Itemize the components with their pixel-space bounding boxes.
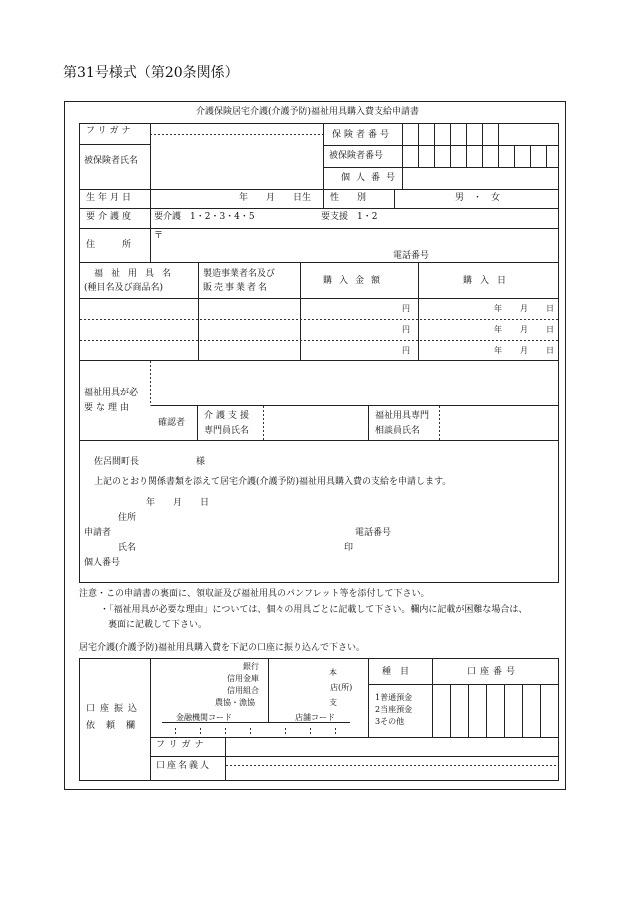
reason-label-2: 要な理由: [84, 403, 133, 413]
bank-type-bank: 銀行: [243, 662, 259, 671]
applicant-address-label: 住所: [118, 513, 137, 523]
seal-mark: 印: [344, 543, 354, 553]
row2-year: 年: [494, 325, 502, 334]
account-kind-3[interactable]: 3その他: [375, 717, 405, 726]
sex-value[interactable]: 男 ・ 女: [455, 193, 501, 203]
transfer-instruction: 居宅介護(介護予防)福祉用具購入費を下記の口座に振り込んで下さい。: [79, 643, 366, 653]
branch-type-hon: 本: [329, 668, 337, 677]
declaration-text: 上記のとおり関係書類を添えて居宅介護(介護予防)福祉用具購入費の支給を申請します。: [94, 477, 452, 487]
account-holder-field[interactable]: [228, 767, 556, 779]
note-3: 裏面に記載して下さい。: [108, 620, 208, 630]
row3-year: 年: [494, 346, 502, 355]
addressee: 佐呂間町長: [94, 457, 140, 467]
care-manager-label-2: 専門員氏名: [204, 426, 250, 436]
care-manager-label-1: 介護支援: [204, 411, 253, 421]
form-title: 介護保険居宅介護(介護予防)福祉用具購入費支給申請書: [196, 107, 420, 117]
note-2: ・「福祉用具が必要な理由」については、個々の用具ごとに記載して下さい。欄内に記載が困難な場合は、: [100, 605, 528, 615]
bank-type-kumiai: 信用組合: [227, 686, 259, 695]
insured-number-label: 被保険者番号: [329, 151, 384, 161]
account-kind-1[interactable]: 1普通預金: [375, 693, 413, 702]
care-level-label: 要介護度: [86, 212, 135, 222]
applicant-label: 申請者: [84, 528, 112, 538]
insured-name-label: 被保険者氏名: [84, 156, 139, 166]
furigana-label: フリガナ: [86, 126, 134, 136]
consultant-label-2: 相談員氏名: [375, 426, 421, 436]
bank-block-label-2: 依頼欄: [86, 721, 147, 731]
applicant-personal-number-label: 個人番号: [84, 558, 121, 568]
consultant-label-1: 福祉用具専門: [375, 411, 430, 421]
insurer-number-label: 保険者番号: [332, 130, 393, 140]
applicant-phone-label: 電話番号: [355, 528, 392, 538]
branch-type-branch: 店(所): [330, 683, 353, 692]
bank-type-nokyo: 農協・漁協: [215, 698, 255, 707]
application-date[interactable]: 年 月 日: [146, 498, 210, 508]
row2-month: 月: [520, 325, 528, 334]
row1-day: 日: [546, 304, 554, 313]
maker-header: 製造事業者名及び: [203, 269, 276, 279]
insured-name-field[interactable]: [152, 137, 322, 187]
bank-type-shinkin: 信用金庫: [227, 674, 259, 683]
birth-date-label: 生年月日: [86, 193, 135, 203]
care-level-value[interactable]: 要介護 1・2・3・4・5: [154, 212, 255, 222]
row3-month: 月: [520, 346, 528, 355]
branch-type-shi: 支: [329, 698, 337, 707]
account-kind-2[interactable]: 2当座預金: [375, 705, 413, 714]
reason-label-1: 福祉用具が必: [84, 388, 139, 398]
item-name-header: 福祉用具名: [94, 269, 180, 279]
phone-label: 電話番号: [393, 251, 430, 261]
personal-number-label: 個人番号: [341, 173, 402, 183]
purchase-date-header: 購入日: [463, 276, 515, 286]
item-name-sub: (種目名及び商品名): [84, 283, 164, 293]
account-kind-header: 種 目: [382, 667, 410, 677]
row1-yen: 円: [402, 304, 410, 313]
row1-year: 年: [494, 304, 502, 313]
holder-furigana-label: フリガナ: [156, 740, 208, 750]
maker-sub: 販売事業者名: [203, 283, 270, 293]
account-number-header: 口座番号: [467, 667, 520, 677]
bank-block-label-1: 口座振込: [86, 704, 143, 714]
support-level-value[interactable]: 要支援 1・2: [321, 212, 378, 222]
address-label: 住 所: [86, 240, 132, 250]
row2-yen: 円: [402, 325, 410, 334]
row3-yen: 円: [402, 346, 410, 355]
note-1: 注意・この申請書の裏面に、領収証及び福祉用具のパンフレット等を添付して下さい。: [79, 589, 430, 599]
amount-header: 購入金額: [323, 276, 388, 286]
sex-label: 性 別: [330, 193, 367, 203]
postal-mark: 〒: [154, 231, 164, 241]
form-number: 第31号様式（第20条関係）: [63, 65, 239, 81]
branch-code-label: 店舗コード: [295, 713, 335, 722]
birth-date-value[interactable]: 年 月 日生: [239, 193, 312, 203]
honorific: 様: [196, 457, 206, 467]
row2-day: 日: [546, 325, 554, 334]
confirmer-label: 確認者: [158, 418, 186, 428]
bank-code-label: 金融機関コード: [176, 713, 232, 722]
row1-month: 月: [520, 304, 528, 313]
applicant-name-label: 氏名: [118, 543, 137, 553]
row3-day: 日: [546, 346, 554, 355]
account-holder-label: 口座名義人: [156, 761, 212, 771]
